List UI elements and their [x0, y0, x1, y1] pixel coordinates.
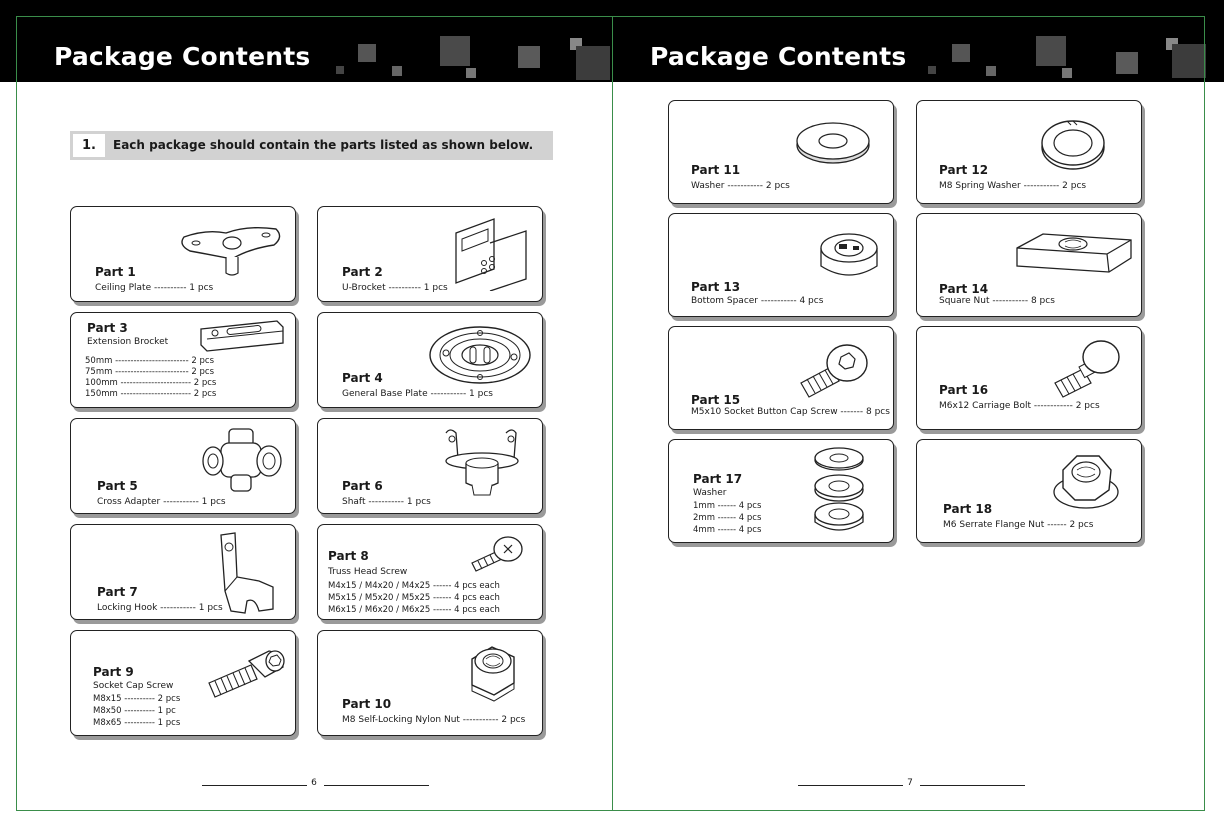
ceiling-plate-icon [176, 215, 286, 277]
part-17-size-line: 2mm ------ 4 pcs [693, 513, 762, 523]
part-6-name: Part 6 [342, 479, 383, 493]
button-cap-screw-icon [797, 337, 871, 399]
part-4-desc: General Base Plate ----------- 1 pcs [342, 389, 493, 399]
part-card-3 [70, 312, 296, 408]
part-8-size-line: M6x15 / M6x20 / M6x25 ------ 4 pcs each [328, 605, 500, 615]
part-12-desc: M8 Spring Washer ----------- 2 pcs [939, 181, 1087, 191]
part-1-desc: Ceiling Plate ---------- 1 pcs [95, 283, 214, 293]
part-13-desc: Bottom Spacer ----------- 4 pcs [691, 296, 824, 306]
part-card-17 [668, 439, 894, 543]
part-4-name: Part 4 [342, 371, 383, 385]
part-card-4 [317, 312, 543, 408]
part-7-name: Part 7 [97, 585, 138, 599]
part-1-name: Part 1 [95, 265, 136, 279]
part-9-size-line: M8x50 ---------- 1 pc [93, 706, 176, 716]
part-7-desc: Locking Hook ----------- 1 pcs [97, 603, 223, 613]
extension-bracket-icon [197, 317, 289, 359]
truss-head-screw-icon [468, 533, 526, 575]
part-card-5 [70, 418, 296, 514]
right-page-title: Package Contents [650, 42, 907, 71]
washer-icon [793, 119, 873, 167]
part-17-sub: Washer [693, 488, 727, 498]
part-3-size-line: 50mm ------------------------ 2 pcs [85, 356, 214, 366]
part-card-13 [668, 213, 894, 317]
part-3-name: Part 3 [87, 321, 128, 335]
part-9-size-line: M8x15 ---------- 2 pcs [93, 694, 181, 704]
square-nut-icon [1009, 230, 1139, 278]
bottom-spacer-icon [815, 226, 883, 284]
part-17-size-line: 1mm ------ 4 pcs [693, 501, 762, 511]
part-14-name: Part 14 [939, 282, 989, 296]
part-card-18 [916, 439, 1142, 543]
right-page [612, 0, 1224, 828]
part-card-7 [70, 524, 296, 620]
footer-rule [920, 785, 1025, 786]
left-page-number: 6 [311, 778, 317, 788]
part-2-desc: U-Brocket ---------- 1 pcs [342, 283, 448, 293]
part-card-11 [668, 100, 894, 204]
part-8-size-line: M4x15 / M4x20 / M4x25 ------ 4 pcs each [328, 581, 500, 591]
part-card-8 [317, 524, 543, 620]
part-8-size-line: M5x15 / M5x20 / M5x25 ------ 4 pcs each [328, 593, 500, 603]
part-card-9 [70, 630, 296, 736]
part-card-16 [916, 326, 1142, 430]
washer-stack-icon [811, 446, 867, 536]
footer-rule [202, 785, 307, 786]
part-12-name: Part 12 [939, 163, 989, 177]
part-3-size-line: 75mm ------------------------ 2 pcs [85, 367, 214, 377]
part-card-6 [317, 418, 543, 514]
part-9-name: Part 9 [93, 665, 134, 679]
flange-nut-icon [1051, 446, 1121, 512]
part-3-size-line: 150mm ----------------------- 2 pcs [85, 389, 217, 399]
part-15-desc: M5x10 Socket Button Cap Screw ------- 8 pcs [691, 407, 890, 417]
part-2-name: Part 2 [342, 265, 383, 279]
footer-rule [798, 785, 903, 786]
base-plate-icon [426, 323, 534, 385]
part-17-name: Part 17 [693, 472, 743, 486]
part-16-name: Part 16 [939, 383, 989, 397]
cross-adapter-icon [199, 427, 285, 495]
spring-washer-icon [1037, 115, 1107, 173]
part-card-15 [668, 326, 894, 430]
part-9-sub: Socket Cap Screw [93, 681, 174, 691]
part-8-sizes [328, 580, 500, 616]
part-15-name: Part 15 [691, 393, 741, 407]
part-card-2 [317, 206, 543, 302]
part-8-sub: Truss Head Screw [328, 567, 408, 577]
part-5-name: Part 5 [97, 479, 138, 493]
right-header-banner [612, 0, 1224, 82]
part-3-sub: Extension Brocket [87, 337, 169, 347]
left-header-banner [0, 0, 612, 82]
right-page-number: 7 [907, 778, 913, 788]
part-10-name: Part 10 [342, 697, 392, 711]
carriage-bolt-icon [1051, 335, 1123, 399]
part-11-desc: Washer ----------- 2 pcs [691, 181, 790, 191]
left-page-title: Package Contents [54, 42, 311, 71]
part-8-name: Part 8 [328, 549, 369, 563]
part-16-desc: M6x12 Carriage Bolt ------------ 2 pcs [939, 401, 1100, 411]
part-3-sizes [85, 356, 216, 400]
part-18-name: Part 18 [943, 502, 993, 516]
part-14-desc: Square Nut ----------- 8 pcs [939, 296, 1055, 306]
part-6-desc: Shaft ----------- 1 pcs [342, 497, 431, 507]
part-card-12 [916, 100, 1142, 204]
part-13-name: Part 13 [691, 280, 741, 294]
part-card-10 [317, 630, 543, 736]
part-9-size-line: M8x65 ---------- 1 pcs [93, 718, 181, 728]
part-17-sizes [693, 500, 761, 536]
part-card-1 [70, 206, 296, 302]
footer-rule [324, 785, 429, 786]
part-3-size-line: 100mm ----------------------- 2 pcs [85, 378, 217, 388]
instruction-text: Each package should contain the parts listed as shown below. [113, 138, 534, 152]
part-18-desc: M6 Serrate Flange Nut ------ 2 pcs [943, 520, 1094, 530]
part-5-desc: Cross Adapter ----------- 1 pcs [97, 497, 226, 507]
part-10-desc: M8 Self-Locking Nylon Nut ----------- 2 pcs [342, 715, 526, 725]
instruction-banner [70, 131, 553, 160]
part-card-14 [916, 213, 1142, 317]
socket-cap-screw-icon [205, 643, 289, 703]
part-9-sizes [93, 693, 180, 729]
locking-hook-icon [215, 531, 281, 615]
shaft-icon [436, 425, 526, 497]
part-17-size-line: 4mm ------ 4 pcs [693, 525, 762, 535]
instruction-number: 1. [73, 134, 105, 157]
nylon-nut-icon [462, 639, 524, 703]
u-bracket-icon [450, 213, 532, 291]
part-11-name: Part 11 [691, 163, 741, 177]
